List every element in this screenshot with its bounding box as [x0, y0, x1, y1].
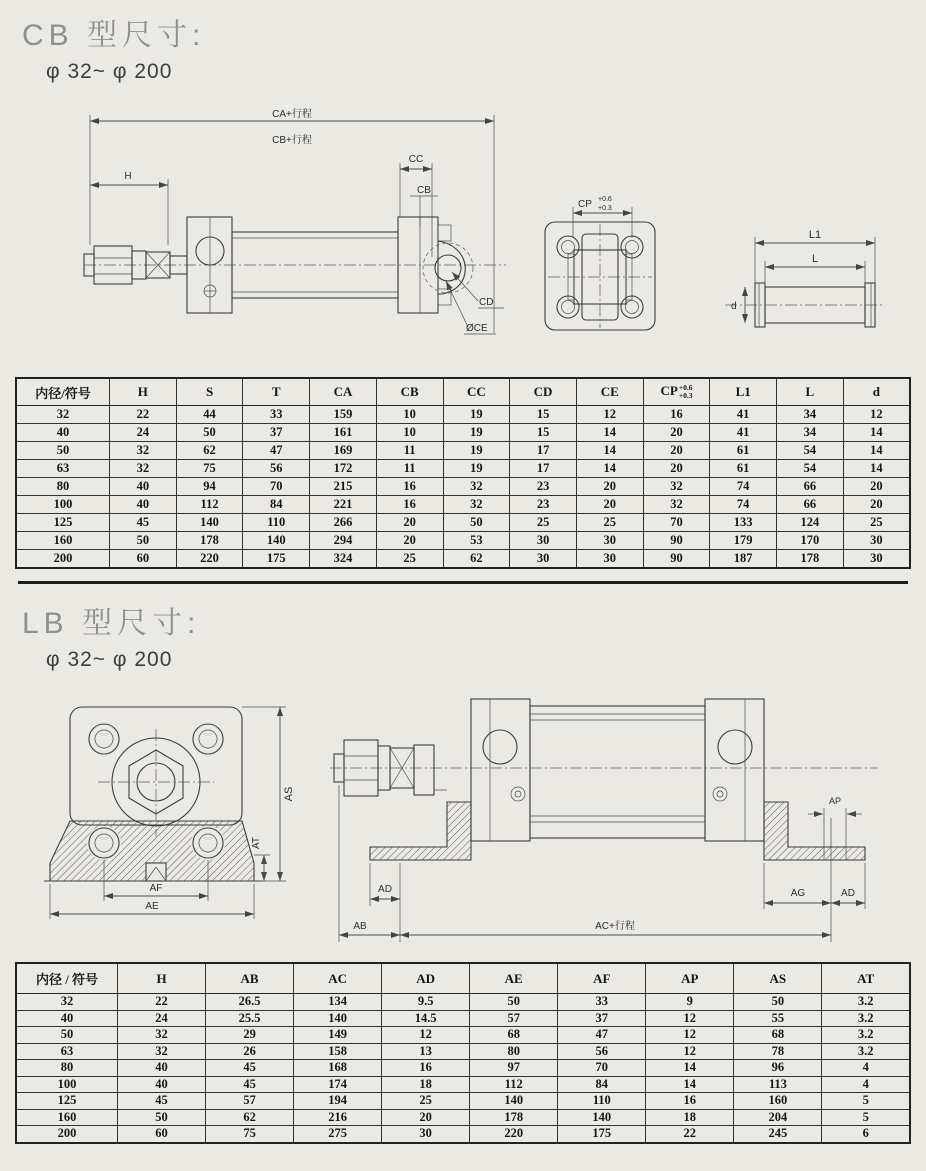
column-header: AD	[382, 963, 470, 994]
table-cell: 84	[243, 496, 310, 514]
table-cell: 32	[118, 1043, 206, 1060]
table-cell: 62	[443, 550, 510, 569]
table-cell: 14.5	[382, 1010, 470, 1027]
table-cell: 18	[382, 1076, 470, 1093]
table-cell: 12	[646, 1010, 734, 1027]
table-cell: 47	[243, 442, 310, 460]
table-cell: 133	[710, 514, 777, 532]
table-cell: 175	[243, 550, 310, 569]
table-cell: 172	[310, 460, 377, 478]
table-cell: 3.2	[822, 1010, 910, 1027]
table-cell: 45	[206, 1060, 294, 1077]
table-cell: 216	[294, 1109, 382, 1126]
dim-label-h: H	[124, 171, 132, 182]
table-cell: 23	[510, 496, 577, 514]
column-header: CC	[443, 378, 510, 406]
column-header: CB	[376, 378, 443, 406]
table-cell: 33	[243, 406, 310, 424]
table-cell: 20	[576, 478, 643, 496]
table-cell: 41	[710, 406, 777, 424]
table-cell: 33	[558, 994, 646, 1011]
table-cell: 80	[470, 1043, 558, 1060]
table-cell: 78	[734, 1043, 822, 1060]
table-cell: 125	[16, 1093, 118, 1110]
table-cell: 20	[576, 496, 643, 514]
table-cell: 12	[576, 406, 643, 424]
table-row	[16, 994, 910, 1011]
table-cell: 16	[376, 496, 443, 514]
column-header: T	[243, 378, 310, 406]
table-cell: 160	[16, 1109, 118, 1126]
table-cell: 15	[510, 406, 577, 424]
dim-label-cp-sub: +0.3	[598, 205, 612, 212]
table-cell: 169	[310, 442, 377, 460]
table-cell: 204	[734, 1109, 822, 1126]
dim-label-cp: CP	[578, 199, 592, 210]
table-cell: 113	[734, 1076, 822, 1093]
table-cell: 20	[376, 532, 443, 550]
table-row	[16, 406, 910, 424]
table-cell: 159	[310, 406, 377, 424]
table-cell: 50	[470, 994, 558, 1011]
table-cell: 34	[777, 424, 844, 442]
table-row	[16, 460, 910, 478]
table-cell: 112	[176, 496, 243, 514]
dim-label-ag: AG	[790, 888, 806, 899]
table-cell: 24	[110, 424, 177, 442]
table-cell: 68	[734, 1027, 822, 1044]
table-cell: 45	[110, 514, 177, 532]
table-cell: 5	[822, 1093, 910, 1110]
table-cell: 179	[710, 532, 777, 550]
table-cell: 70	[558, 1060, 646, 1077]
dim-label-ce: ØCE	[466, 323, 488, 334]
table-cell: 44	[176, 406, 243, 424]
table-cell: 40	[110, 496, 177, 514]
table-cell: 30	[843, 532, 910, 550]
table-cell: 275	[294, 1126, 382, 1143]
table-row	[16, 478, 910, 496]
table-cell: 32	[443, 496, 510, 514]
table-cell: 175	[558, 1126, 646, 1143]
column-header: AE	[470, 963, 558, 994]
table-cell: 140	[294, 1010, 382, 1027]
table-cell: 221	[310, 496, 377, 514]
table-cell: 245	[734, 1126, 822, 1143]
table-cell: 22	[110, 406, 177, 424]
table-cell: 100	[16, 496, 110, 514]
table-row	[16, 1076, 910, 1093]
dim-label-cp-sup: +0.6	[598, 196, 612, 203]
table-cell: 54	[777, 442, 844, 460]
table-cell: 23	[510, 478, 577, 496]
column-header: AC	[294, 963, 382, 994]
table-cell: 32	[16, 406, 110, 424]
table-cell: 61	[710, 460, 777, 478]
table-cell: 55	[734, 1010, 822, 1027]
table-cell: 20	[843, 478, 910, 496]
table-cell: 68	[470, 1027, 558, 1044]
section-divider	[18, 581, 908, 584]
cb-bore-range: φ 32~ φ 200	[46, 60, 173, 83]
table-cell: 18	[646, 1109, 734, 1126]
table-cell: 9.5	[382, 994, 470, 1011]
table-cell: 160	[16, 532, 110, 550]
table-cell: 30	[843, 550, 910, 569]
table-cell: 14	[576, 460, 643, 478]
table-cell: 294	[310, 532, 377, 550]
table-row	[16, 1060, 910, 1077]
table-cell: 53	[443, 532, 510, 550]
table-cell: 25	[843, 514, 910, 532]
table-cell: 70	[643, 514, 710, 532]
table-cell: 20	[643, 460, 710, 478]
table-cell: 110	[243, 514, 310, 532]
header-row	[16, 963, 910, 994]
table-cell: 84	[558, 1076, 646, 1093]
table-cell: 74	[710, 478, 777, 496]
table-cell: 16	[643, 406, 710, 424]
table-cell: 10	[376, 406, 443, 424]
cb-pin-view	[725, 225, 885, 340]
table-cell: 74	[710, 496, 777, 514]
table-cell: 50	[110, 532, 177, 550]
column-header: L	[777, 378, 844, 406]
table-cell: 30	[576, 550, 643, 569]
table-cell: 70	[243, 478, 310, 496]
table-row	[16, 496, 910, 514]
table-cell: 32	[16, 994, 118, 1011]
table-cell: 14	[646, 1076, 734, 1093]
table-cell: 17	[510, 460, 577, 478]
table-cell: 17	[510, 442, 577, 460]
dim-label-af: AF	[149, 883, 163, 894]
table-cell: 40	[16, 1010, 118, 1027]
table-cell: 178	[176, 532, 243, 550]
table-cell: 63	[16, 1043, 118, 1060]
table-cell: 14	[843, 424, 910, 442]
cb-flange-end-view	[535, 190, 670, 335]
cb-dimensions-table	[15, 377, 911, 569]
table-row	[16, 532, 910, 550]
table-cell: 140	[470, 1093, 558, 1110]
column-header: CE	[576, 378, 643, 406]
table-cell: 75	[206, 1126, 294, 1143]
table-cell: 3.2	[822, 994, 910, 1011]
table-cell: 25.5	[206, 1010, 294, 1027]
cb-section-title: CB 型尺寸:	[22, 19, 206, 52]
table-row	[16, 514, 910, 532]
dim-label-cb-stroke: CB+行程	[272, 135, 312, 146]
column-header: AB	[206, 963, 294, 994]
table-cell: 324	[310, 550, 377, 569]
table-cell: 4	[822, 1060, 910, 1077]
column-header: CA	[310, 378, 377, 406]
lb-dimensions-table	[15, 962, 911, 1144]
table-row	[16, 1043, 910, 1060]
table-cell: 40	[110, 478, 177, 496]
table-cell: 20	[376, 514, 443, 532]
table-cell: 25	[510, 514, 577, 532]
table-cell: 29	[206, 1027, 294, 1044]
table-cell: 56	[558, 1043, 646, 1060]
table-cell: 22	[118, 994, 206, 1011]
table-cell: 25	[382, 1093, 470, 1110]
table-cell: 6	[822, 1126, 910, 1143]
table-cell: 62	[176, 442, 243, 460]
dim-label-cc: CC	[408, 154, 424, 165]
dim-label-cd: CD	[479, 297, 494, 308]
table-cell: 26.5	[206, 994, 294, 1011]
column-header: S	[176, 378, 243, 406]
table-row	[16, 1010, 910, 1027]
table-cell: 50	[118, 1109, 206, 1126]
table-cell: 47	[558, 1027, 646, 1044]
table-cell: 90	[643, 532, 710, 550]
table-cell: 10	[376, 424, 443, 442]
table-cell: 45	[118, 1093, 206, 1110]
table-row	[16, 1093, 910, 1110]
table-cell: 40	[118, 1076, 206, 1093]
table-cell: 75	[176, 460, 243, 478]
dim-label-ac-stroke: AC+行程	[595, 921, 635, 932]
table-cell: 16	[376, 478, 443, 496]
column-header: AF	[558, 963, 646, 994]
table-cell: 20	[643, 424, 710, 442]
table-cell: 124	[777, 514, 844, 532]
table-cell: 20	[843, 496, 910, 514]
table-cell: 32	[118, 1027, 206, 1044]
table-cell: 11	[376, 442, 443, 460]
table-cell: 80	[16, 1060, 118, 1077]
table-cell: 50	[734, 994, 822, 1011]
table-cell: 149	[294, 1027, 382, 1044]
lb-front-view	[40, 685, 310, 935]
table-cell: 63	[16, 460, 110, 478]
table-cell: 14	[843, 442, 910, 460]
table-cell: 12	[646, 1043, 734, 1060]
table-cell: 140	[243, 532, 310, 550]
table-cell: 30	[510, 550, 577, 569]
table-cell: 11	[376, 460, 443, 478]
table-cell: 110	[558, 1093, 646, 1110]
table-cell: 14	[576, 424, 643, 442]
column-header: d	[843, 378, 910, 406]
table-cell: 125	[16, 514, 110, 532]
table-cell: 161	[310, 424, 377, 442]
table-cell: 220	[470, 1126, 558, 1143]
table-cell: 266	[310, 514, 377, 532]
table-cell: 40	[118, 1060, 206, 1077]
table-cell: 34	[777, 406, 844, 424]
column-header: AS	[734, 963, 822, 994]
table-cell: 160	[734, 1093, 822, 1110]
table-cell: 100	[16, 1076, 118, 1093]
table-cell: 30	[510, 532, 577, 550]
table-cell: 20	[643, 442, 710, 460]
table-cell: 13	[382, 1043, 470, 1060]
table-cell: 14	[576, 442, 643, 460]
table-cell: 14	[646, 1060, 734, 1077]
table-cell: 168	[294, 1060, 382, 1077]
table-cell: 66	[777, 478, 844, 496]
table-cell: 32	[443, 478, 510, 496]
table-cell: 15	[510, 424, 577, 442]
table-cell: 215	[310, 478, 377, 496]
table-cell: 200	[16, 1126, 118, 1143]
table-cell: 19	[443, 406, 510, 424]
column-header: H	[118, 963, 206, 994]
dim-label-ca-stroke: CA+行程	[272, 109, 312, 120]
table-cell: 57	[470, 1010, 558, 1027]
dim-label-l1: L1	[808, 229, 822, 241]
table-cell: 94	[176, 478, 243, 496]
table-cell: 30	[576, 532, 643, 550]
table-cell: 61	[710, 442, 777, 460]
table-cell: 25	[376, 550, 443, 569]
table-cell: 12	[646, 1027, 734, 1044]
table-cell: 50	[16, 1027, 118, 1044]
table-cell: 50	[443, 514, 510, 532]
table-cell: 9	[646, 994, 734, 1011]
table-cell: 56	[243, 460, 310, 478]
table-cell: 16	[646, 1093, 734, 1110]
table-cell: 41	[710, 424, 777, 442]
table-cell: 57	[206, 1093, 294, 1110]
table-row	[16, 424, 910, 442]
header-row	[16, 378, 910, 406]
table-cell: 62	[206, 1109, 294, 1126]
column-header: 内径 / 符号	[16, 963, 118, 994]
table-cell: 178	[777, 550, 844, 569]
table-cell: 32	[110, 460, 177, 478]
table-cell: 19	[443, 442, 510, 460]
table-cell: 170	[777, 532, 844, 550]
dim-label-ap: AP	[828, 796, 842, 806]
table-cell: 90	[643, 550, 710, 569]
table-cell: 158	[294, 1043, 382, 1060]
table-cell: 32	[643, 478, 710, 496]
table-cell: 60	[110, 550, 177, 569]
table-cell: 140	[176, 514, 243, 532]
dim-label-at: AT	[251, 836, 262, 850]
table-row	[16, 1109, 910, 1126]
table-cell: 200	[16, 550, 110, 569]
table-row	[16, 1027, 910, 1044]
table-cell: 140	[558, 1109, 646, 1126]
table-cell: 178	[470, 1109, 558, 1126]
table-cell: 26	[206, 1043, 294, 1060]
table-cell: 45	[206, 1076, 294, 1093]
lb-side-view	[330, 690, 895, 955]
table-cell: 96	[734, 1060, 822, 1077]
table-cell: 37	[558, 1010, 646, 1027]
column-header: H	[110, 378, 177, 406]
table-cell: 112	[470, 1076, 558, 1093]
table-cell: 30	[382, 1126, 470, 1143]
table-cell: 3.2	[822, 1043, 910, 1060]
table-cell: 97	[470, 1060, 558, 1077]
table-cell: 24	[118, 1010, 206, 1027]
lb-bore-range: φ 32~ φ 200	[46, 648, 173, 671]
cb-cylinder-side-view	[80, 105, 510, 350]
table-cell: 60	[118, 1126, 206, 1143]
table-cell: 19	[443, 424, 510, 442]
dim-label-ad-left: AD	[378, 884, 392, 895]
table-cell: 187	[710, 550, 777, 569]
column-header: CD	[510, 378, 577, 406]
dim-label-ae: AE	[145, 901, 159, 912]
table-cell: 134	[294, 994, 382, 1011]
table-cell: 220	[176, 550, 243, 569]
table-cell: 4	[822, 1076, 910, 1093]
table-cell: 50	[16, 442, 110, 460]
dim-label-as: AS	[283, 786, 295, 802]
table-cell: 54	[777, 460, 844, 478]
table-cell: 50	[176, 424, 243, 442]
table-cell: 66	[777, 496, 844, 514]
table-cell: 14	[843, 460, 910, 478]
dim-label-l: L	[811, 253, 819, 265]
table-row	[16, 1126, 910, 1143]
table-cell: 3.2	[822, 1027, 910, 1044]
column-header: L1	[710, 378, 777, 406]
table-cell: 20	[382, 1109, 470, 1126]
table-cell: 12	[382, 1027, 470, 1044]
table-cell: 16	[382, 1060, 470, 1077]
table-row	[16, 550, 910, 569]
table-cell: 12	[843, 406, 910, 424]
dim-label-d: d	[731, 301, 737, 312]
table-row	[16, 442, 910, 460]
lb-section-title: LB 型尺寸:	[22, 607, 201, 640]
table-cell: 80	[16, 478, 110, 496]
column-header: AT	[822, 963, 910, 994]
table-cell: 174	[294, 1076, 382, 1093]
column-header: CP +0.6 +0.3	[643, 378, 710, 406]
table-cell: 32	[643, 496, 710, 514]
table-cell: 40	[16, 424, 110, 442]
table-cell: 22	[646, 1126, 734, 1143]
table-cell: 37	[243, 424, 310, 442]
table-cell: 32	[110, 442, 177, 460]
dim-label-ab: AB	[353, 921, 367, 932]
table-cell: 5	[822, 1109, 910, 1126]
column-header: 内径/符号	[16, 378, 110, 406]
dim-label-ad-right: AD	[841, 888, 855, 899]
dim-label-cb: CB	[417, 185, 431, 196]
table-cell: 19	[443, 460, 510, 478]
table-cell: 25	[576, 514, 643, 532]
table-cell: 194	[294, 1093, 382, 1110]
column-header: AP	[646, 963, 734, 994]
